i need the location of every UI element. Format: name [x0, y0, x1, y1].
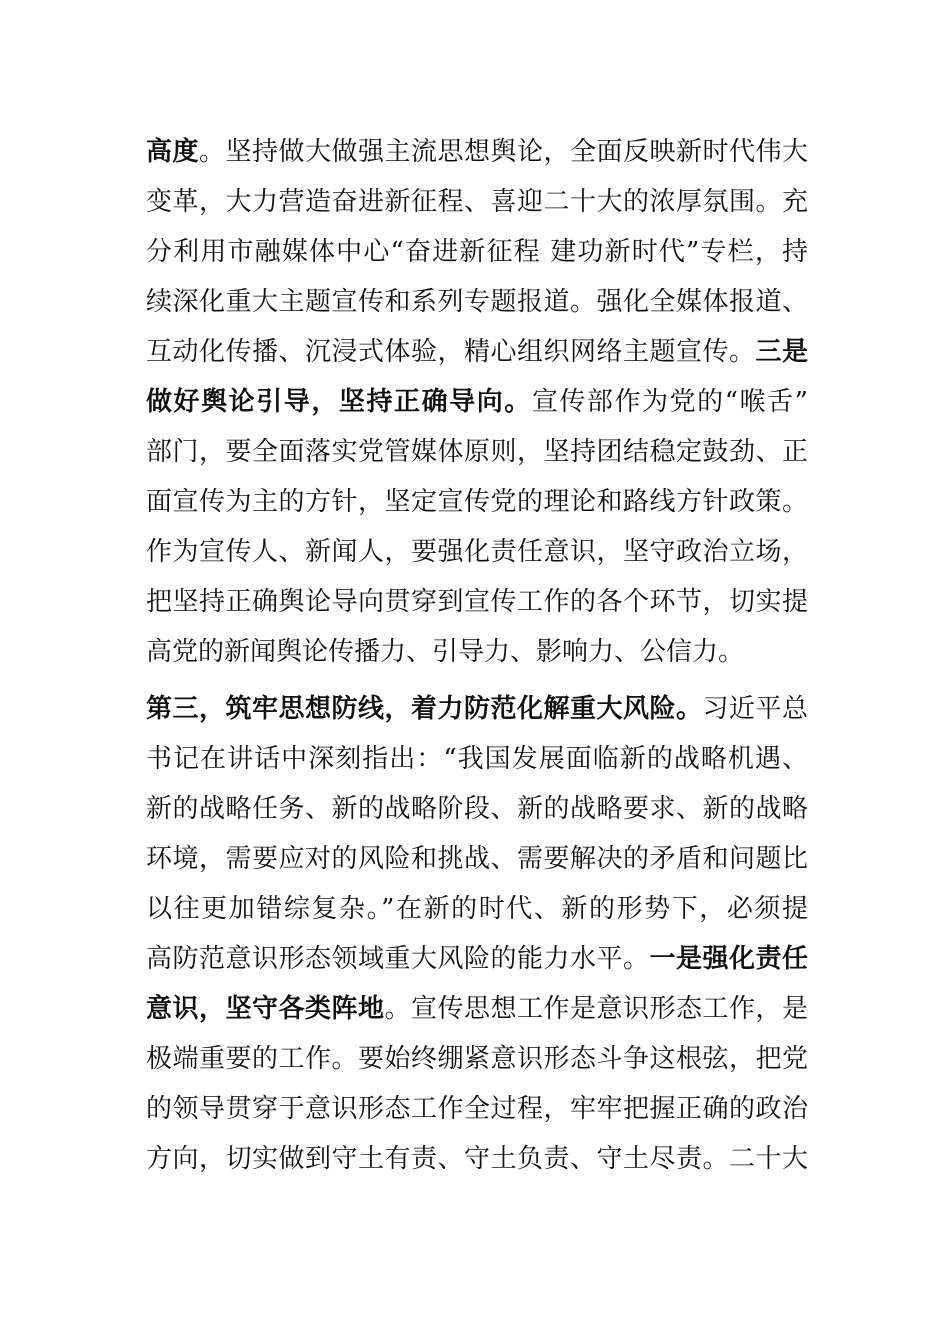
text-line	[146, 842, 808, 876]
text-run: 环境，需要应对的风险和挑战、需要解决的矛盾和问题比	[146, 844, 808, 874]
text-run: 。坚持做大做强主流思想舆论，全面反映新时代伟大	[199, 137, 808, 167]
text-line	[146, 435, 808, 469]
text-run: 部门，要全面落实党管媒体原则，坚持团结稳定鼓劲、正	[146, 437, 808, 467]
bold-text-run: 三是	[755, 337, 808, 367]
text-line	[146, 535, 808, 569]
text-run: 高党的新闻舆论传播力、引导力、影响力、公信力。	[146, 637, 745, 667]
text-line	[146, 635, 808, 669]
text-run: 以往更加错综复杂。”在新的时代、新的形势下，必须提	[146, 894, 808, 924]
text-run: 作为宣传人、新闻人，要强化责任意识，坚守政治立场，	[146, 537, 808, 567]
text-line	[146, 942, 808, 976]
bold-text-run: 意识，坚守各类阵地	[146, 994, 385, 1024]
text-line	[146, 385, 808, 419]
text-run: 方向，切实做到守土有责、守土负责、守土尽责。二十大	[146, 1144, 808, 1174]
text-line	[146, 485, 808, 519]
text-line	[146, 892, 808, 926]
text-run: 。宣传思想工作是意识形态工作，是	[384, 994, 808, 1024]
text-line	[146, 1092, 808, 1126]
text-line	[146, 1142, 808, 1176]
text-run: 续深化重大主题宣传和系列专题报道。强化全媒体报道、	[146, 287, 808, 317]
text-line	[146, 742, 808, 776]
text-run: 分利用市融媒体中心“奋进新征程 建功新时代”专栏，持	[146, 237, 808, 267]
bold-text-run: 第三，筑牢思想防线，着力防范化解重大风险。	[146, 694, 703, 724]
text-line	[146, 285, 808, 319]
text-run: 书记在讲话中深刻指出：“我国发展面临新的战略机遇、	[146, 744, 808, 774]
text-line	[146, 235, 808, 269]
text-run: 极端重要的工作。要始终绷紧意识形态斗争这根弦，把党	[146, 1044, 808, 1074]
text-line	[146, 1042, 808, 1076]
bold-text-run: 高度	[146, 137, 199, 167]
text-run: 高防范意识形态领域重大风险的能力水平。	[146, 944, 650, 974]
text-run: 新的战略任务、新的战略阶段、新的战略要求、新的战略	[146, 794, 808, 824]
text-line	[146, 585, 808, 619]
text-line	[146, 992, 808, 1026]
text-run: 把坚持正确舆论导向贯穿到宣传工作的各个环节，切实提	[146, 587, 808, 617]
text-line	[146, 135, 808, 169]
text-run: 宣传部作为党的“喉舌”	[531, 387, 808, 417]
text-run: 互动化传播、沉浸式体验，精心组织网络主题宣传。	[146, 337, 756, 367]
text-line	[146, 185, 808, 219]
bold-text-run: 一是强化责任	[649, 944, 808, 974]
text-line	[146, 692, 808, 726]
bold-text-run: 做好舆论引导，坚持正确导向。	[146, 387, 532, 417]
text-line	[146, 335, 808, 369]
text-run: 变革，大力营造奋进新征程、喜迎二十大的浓厚氛围。充	[146, 187, 808, 217]
text-line	[146, 792, 808, 826]
text-run: 的领导贯穿于意识形态工作全过程，牢牢把握正确的政治	[146, 1094, 808, 1124]
text-run: 习近平总	[702, 694, 808, 724]
text-run: 面宣传为主的方针，坚定宣传党的理论和路线方针政策。	[146, 487, 808, 517]
